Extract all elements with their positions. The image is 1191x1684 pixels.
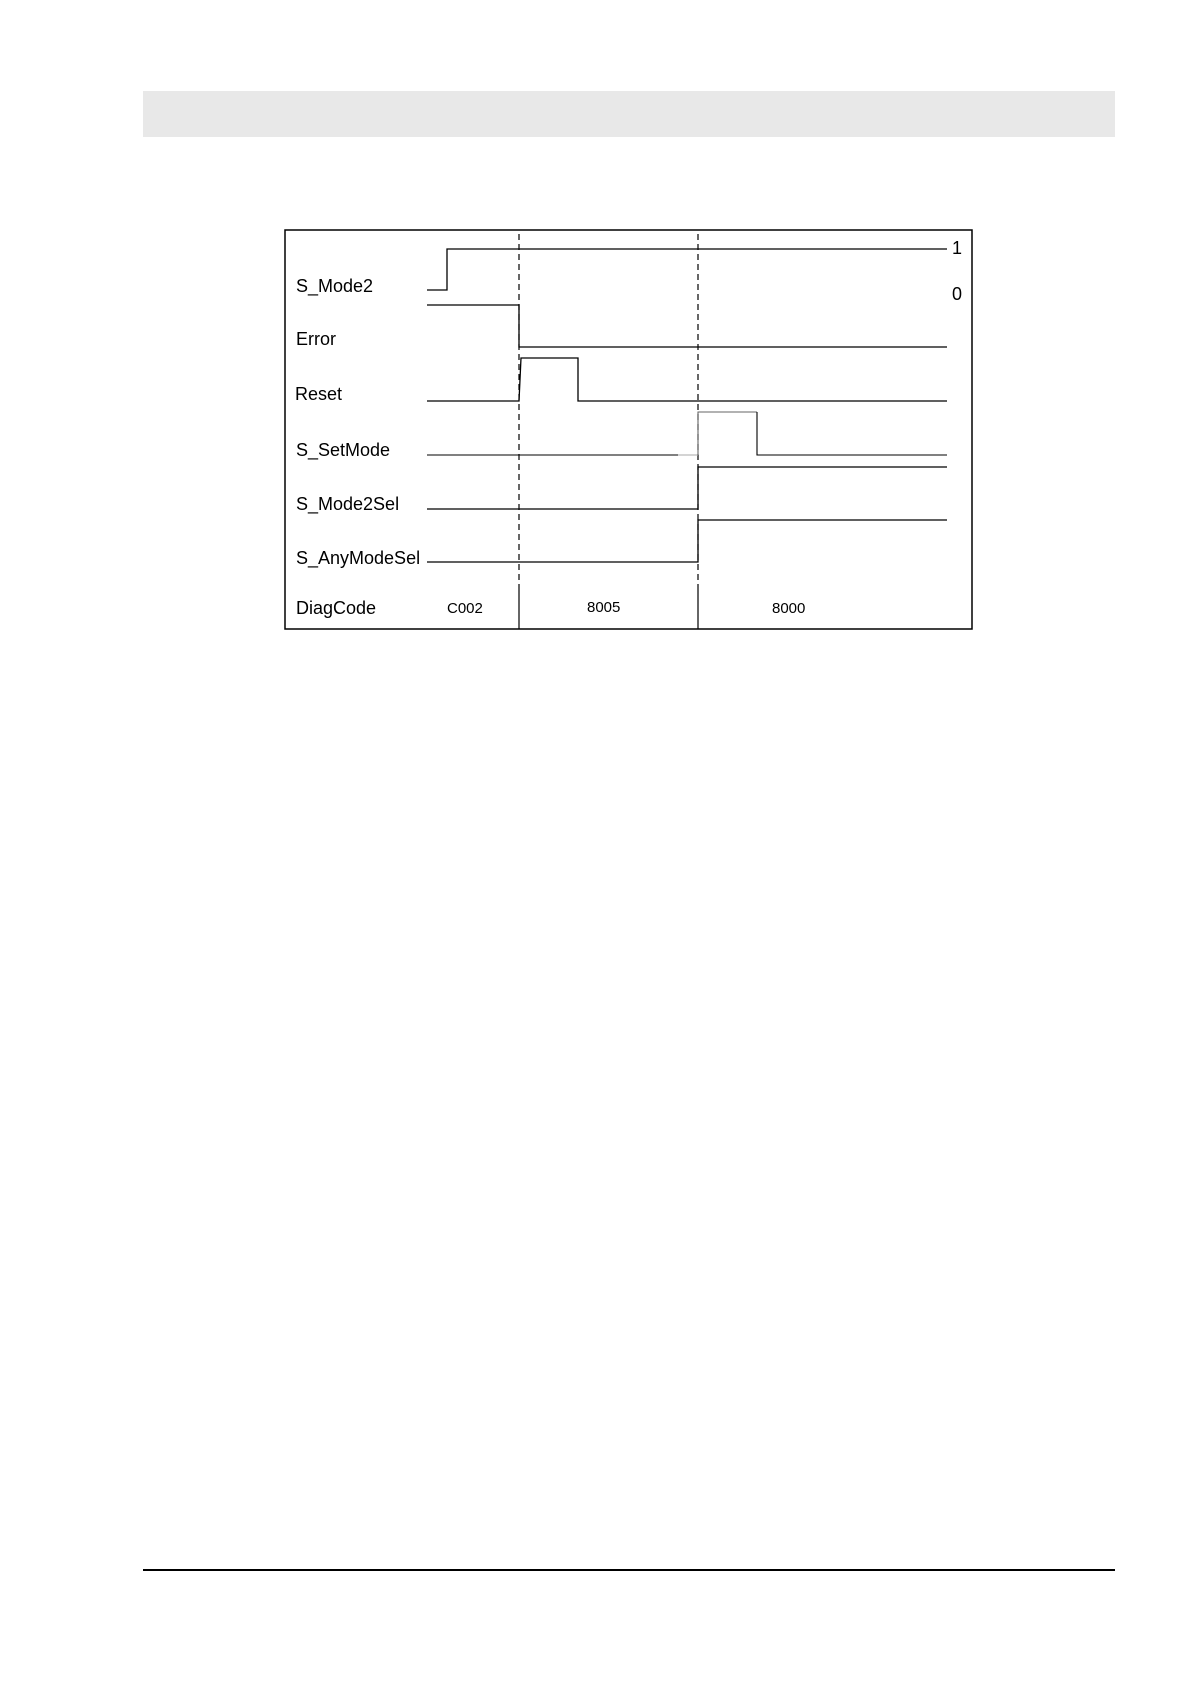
- waveform-reset: [427, 358, 947, 401]
- waveform-s-anymodesel: [427, 520, 947, 562]
- waveform-error: [427, 305, 947, 347]
- diagcode-value-2: 8005: [587, 599, 621, 616]
- diagcode-value-1: C002: [447, 600, 483, 617]
- diagcode-row-label: DiagCode: [296, 598, 377, 618]
- signal-label-s-anymodesel: S_AnyModeSel: [296, 548, 421, 568]
- level-low-label: 0: [952, 284, 963, 304]
- level-high-label: 1: [952, 238, 963, 258]
- footer-rule: [143, 1569, 1115, 1571]
- signal-label-error: Error: [296, 329, 336, 349]
- signal-label-s-mode2sel: S_Mode2Sel: [296, 494, 400, 514]
- signal-label-s-mode2: S_Mode2: [296, 276, 374, 296]
- signal-label-s-setmode: S_SetMode: [296, 440, 391, 460]
- waveform-s-mode2: [427, 249, 947, 290]
- waveform-s-setmode: [427, 412, 947, 455]
- diagcode-value-3: 8000: [772, 600, 806, 617]
- waveform-s-mode2sel: [427, 467, 947, 509]
- signal-label-reset: Reset: [295, 384, 343, 404]
- diagram-frame: [285, 230, 972, 629]
